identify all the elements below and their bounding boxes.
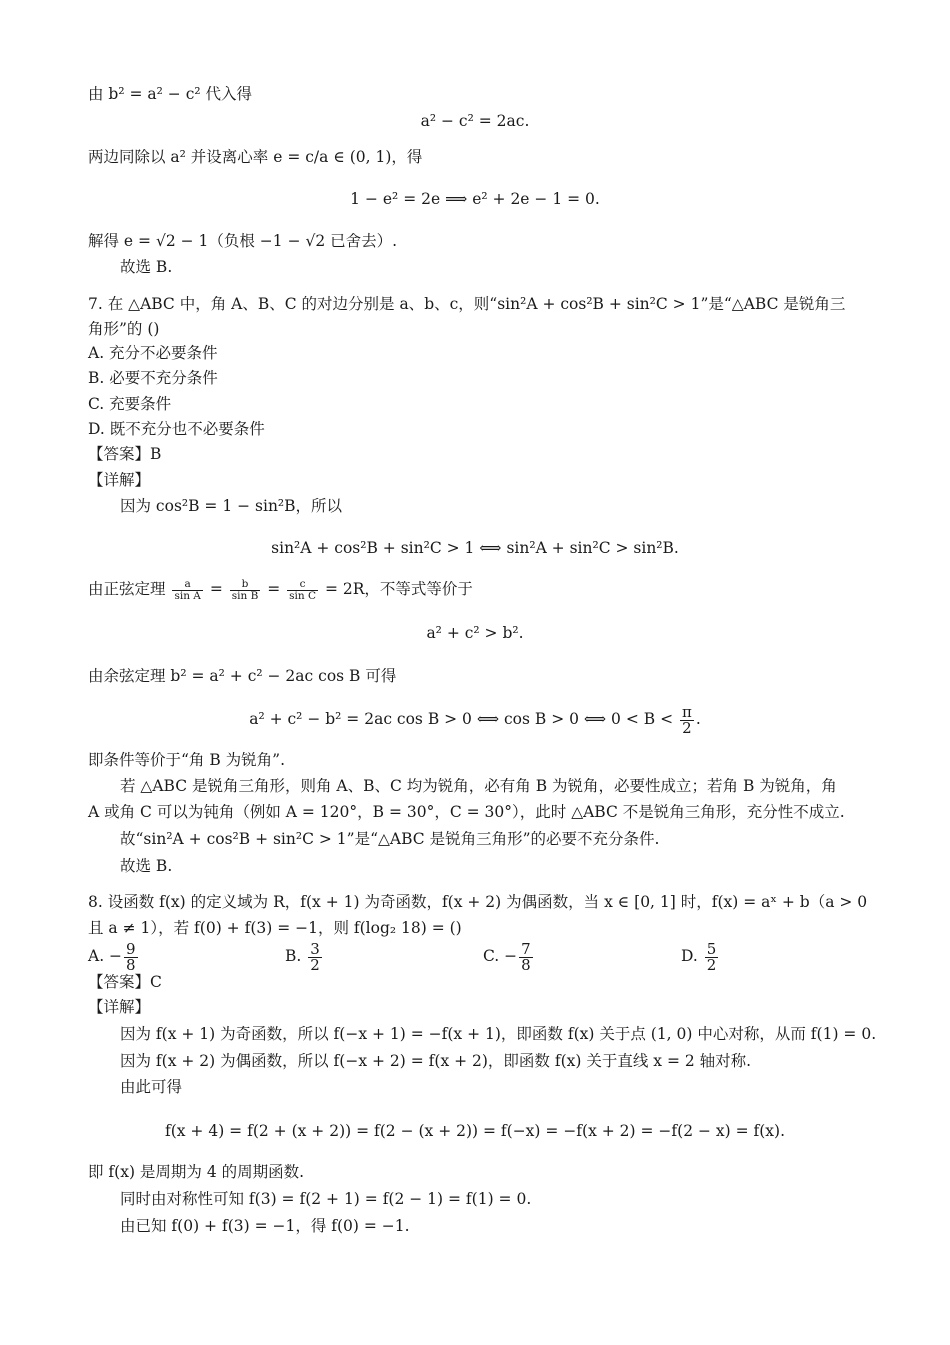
answer: 【答案】C bbox=[88, 973, 162, 991]
numerator: a bbox=[172, 579, 202, 591]
numerator: 3 bbox=[310, 939, 320, 958]
text-line: 即 f(x) 是周期为 4 的周期函数. bbox=[88, 1163, 305, 1181]
equation: a² + c² − b² = 2ac cos B > 0 ⟺ cos B > 0 ⟺ 0 < B < $\frac{\pi}{2}$ . bbox=[249, 702, 701, 737]
denominator: sin A bbox=[174, 589, 201, 602]
equation: sin²A + cos²B + sin²C > 1 ⟺ sin²A + sin²C > sin²B. bbox=[271, 539, 679, 557]
text-line: 由已知 f(0) + f(3) = −1，得 f(0) = −1. bbox=[120, 1217, 410, 1235]
option-label: B. bbox=[285, 947, 302, 965]
answer: 【答案】B bbox=[88, 445, 162, 463]
detail-heading: 【详解】 bbox=[88, 471, 151, 489]
option-label: D. bbox=[681, 947, 698, 965]
equation: a² + c² > b². bbox=[426, 624, 524, 642]
text-line: 由此可得 bbox=[120, 1078, 183, 1096]
question-stem: 8. 设函数 f(x) 的定义域为 R，f(x + 1) 为奇函数，f(x + 2) 为偶函数，当 x ∈ [0, 1] 时，f(x) = aˣ + b（a > 0 bbox=[88, 893, 868, 911]
denominator: sin B bbox=[231, 589, 259, 602]
equation: f(x + 4) = f(2 + (x + 2)) = f(2 − (x + 2)) = f(−x) = −f(x + 2) = −f(2 − x) = f(x). bbox=[164, 1122, 786, 1140]
text-line: 因为 f(x + 1) 为奇函数，所以 f(−x + 1) = −f(x + 1)，即函数 f(x) 关于点 (1, 0) 中心对称，从而 f(1) = 0. bbox=[120, 1025, 877, 1043]
option-a: A. 充分不必要条件 bbox=[88, 344, 218, 362]
text-line: 故选 B. bbox=[120, 857, 173, 875]
fraction bbox=[519, 939, 533, 974]
equation: 1 − e² = 2e ⟹ e² + 2e − 1 = 0. bbox=[350, 190, 600, 208]
text-line: 即条件等价于“角 B 为锐角”. bbox=[88, 751, 286, 769]
numerator: c bbox=[287, 579, 318, 591]
question-stem: 角形”的 () bbox=[88, 320, 160, 338]
text: = 2R，不等式等价于 bbox=[324, 580, 473, 598]
text-line: 故选 B. bbox=[120, 258, 173, 276]
text-line: 故“sin²A + cos²B + sin²C > 1”是“△ABC 是锐角三角形”的必要不充分条件. bbox=[120, 830, 660, 848]
option-d: D. 既不充分也不必要条件 bbox=[88, 420, 265, 438]
text: a² + c² − b² = 2ac cos B > 0 ⟺ cos B > 0 ⟺ 0 < B < bbox=[249, 710, 674, 728]
option-b: B. 必要不充分条件 bbox=[88, 369, 218, 387]
question-stem: 7. 在 △ABC 中，角 A、B、C 的对边分别是 a、b、c，则“sin²A + cos²B + sin²C > 1”是“△ABC 是锐角三 bbox=[88, 295, 846, 313]
text-line: 若 △ABC 是锐角三角形，则角 A、B、C 均为锐角，必有角 B 为锐角，必要性成立；若角 B 为锐角，角 bbox=[120, 777, 837, 795]
numerator: π bbox=[682, 702, 692, 721]
fraction bbox=[680, 702, 694, 737]
detail-heading: 【详解】 bbox=[88, 998, 151, 1016]
denominator: sin C bbox=[289, 589, 317, 602]
fraction bbox=[308, 939, 322, 974]
denominator: 2 bbox=[706, 955, 717, 974]
equation: a² − c² = 2ac. bbox=[420, 112, 530, 130]
text-line: 同时由对称性可知 f(3) = f(2 + 1) = f(2 − 1) = f(1) = 0. bbox=[120, 1190, 532, 1208]
fraction bbox=[172, 579, 202, 601]
option-b bbox=[285, 937, 324, 975]
denominator: 2 bbox=[310, 955, 320, 974]
numerator: b bbox=[230, 579, 261, 591]
denominator: 8 bbox=[521, 955, 531, 974]
question-stem: 且 a ≠ 1），若 f(0) + f(3) = −1，则 f(log₂ 18) = () bbox=[88, 919, 462, 937]
fraction bbox=[705, 939, 719, 974]
text-line: 解得 e = √2 − 1（负根 −1 − √2 已舍去）. bbox=[88, 232, 398, 250]
option-label: C. − bbox=[483, 947, 518, 965]
option-label: A. − bbox=[88, 947, 123, 965]
text-line: A 或角 C 可以为钝角（例如 A = 120°，B = 30°，C = 30°），此时 △ABC 不是锐角三角形，充分性不成立. bbox=[88, 803, 845, 821]
numerator: 9 bbox=[126, 939, 136, 958]
text-line: 由正弦定理 $\frac{a}{\text{sin A}}$ = $\frac{b}{\text{sin B}}$ = $\frac{c}{\text{sin C}}$ = 2R，不等式等价于 bbox=[88, 578, 473, 602]
denominator: 2 bbox=[682, 718, 692, 737]
text: 由正弦定理 bbox=[88, 580, 166, 598]
fraction bbox=[230, 579, 261, 601]
text-line: 由 b² = a² − c² 代入得 bbox=[88, 85, 253, 103]
fraction bbox=[287, 579, 318, 601]
text-line: 因为 f(x + 2) 为偶函数，所以 f(−x + 2) = f(x + 2)，即函数 f(x) 关于直线 x = 2 轴对称. bbox=[120, 1052, 752, 1070]
numerator: 5 bbox=[706, 939, 717, 958]
option-a bbox=[88, 937, 140, 975]
text-line: 两边同除以 a² 并设离心率 e = c/a ∈ (0, 1)，得 bbox=[88, 148, 423, 166]
text-line: 因为 cos²B = 1 − sin²B，所以 bbox=[120, 497, 343, 515]
text-line: 由余弦定理 b² = a² + c² − 2ac cos B 可得 bbox=[88, 667, 397, 685]
option-d bbox=[681, 937, 720, 975]
fraction bbox=[124, 939, 138, 974]
numerator: 7 bbox=[521, 939, 531, 958]
option-c bbox=[483, 937, 535, 975]
denominator: 8 bbox=[126, 955, 136, 974]
option-c: C. 充要条件 bbox=[88, 395, 172, 413]
